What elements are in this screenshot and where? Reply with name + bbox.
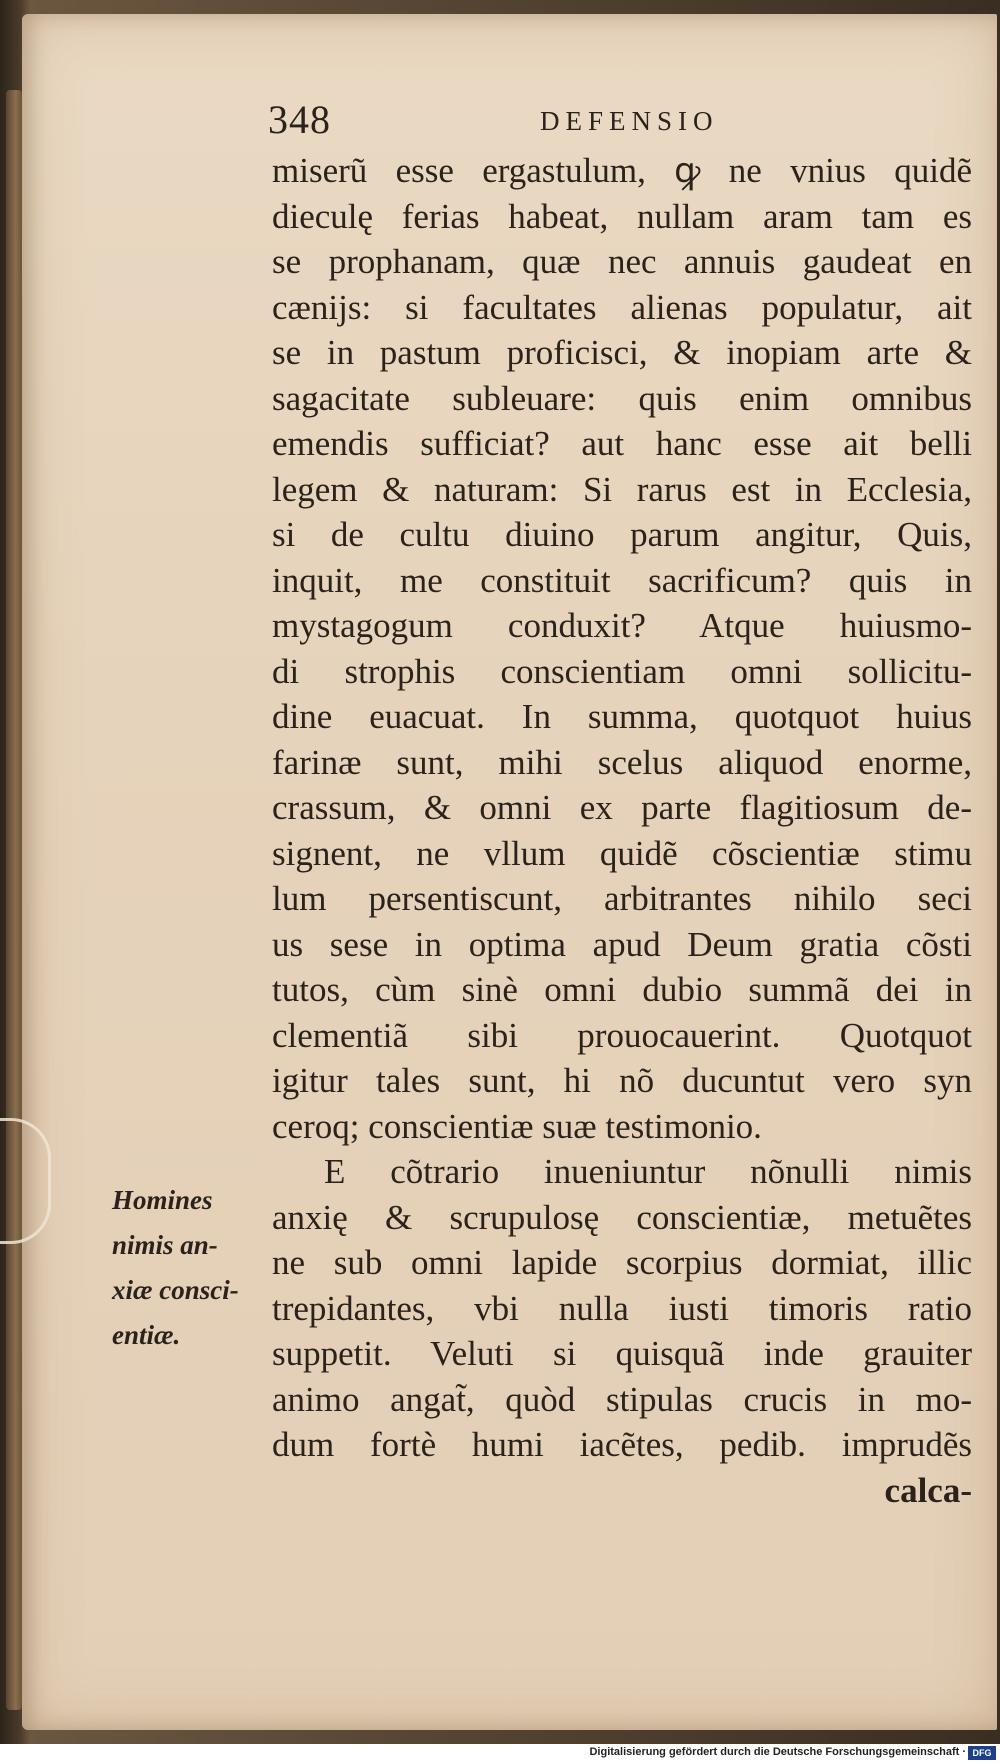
dfg-logo: DFG <box>968 1746 996 1760</box>
text-line: lum persentiscunt, arbitrantes nihilo seci <box>272 879 972 918</box>
text-line: trepidantes, vbi nulla iusti timoris ratio <box>272 1288 972 1328</box>
page-header <box>0 96 1000 146</box>
text-line: farinæ sunt, mihi scelus aliquod enorme, <box>272 742 972 782</box>
text-line: us sese in optima apud Deum gratia cõsti <box>272 924 972 964</box>
body-text <box>272 148 972 1513</box>
page-number: 348 <box>268 97 331 142</box>
text-line: inquit, me constituit sacrificum? quis in <box>272 560 972 600</box>
text-line: se prophanam, quæ nec annuis gaudeat en <box>272 242 972 281</box>
text-line: di strophis conscientiam omni sollicitu- <box>272 651 972 691</box>
text-line: signent, ne vllum quidẽ cõscientiæ stimu <box>272 833 972 873</box>
catchword: calca- <box>884 1470 972 1510</box>
text-line: legem & naturam: Si rarus est in Ecclesia, <box>272 469 972 509</box>
text-line: crassum, & omni ex parte flagitiosum de- <box>272 788 972 827</box>
text-line: E cõtrario inueniuntur nõnulli nimis <box>324 1152 972 1191</box>
text-line: dieculę ferias habeat, nullam aram tam es <box>272 196 972 236</box>
text-line: cænijs: si facultates alienas populatur, ait <box>272 287 972 327</box>
footer-credit: Digitalisierung gefördert durch die Deutsche Forschungsgemeinschaft · <box>589 1746 966 1758</box>
text-line: tutos, cùm sinè omni dubio summã dei in <box>272 970 972 1009</box>
text-line: miserũ esse ergastulum, ꝙ ne vnius quidẽ <box>272 151 972 190</box>
text-line: sagacitate subleuare: quis enim omnibus <box>272 378 972 418</box>
marginal-note-line: nimis an- <box>112 1230 218 1260</box>
text-line: mystagogum conduxit? Atque huiusmo- <box>272 606 972 645</box>
marginal-note-line: xiæ consci- <box>112 1275 239 1305</box>
text-line: anxię & scrupulosę conscientiæ, metuẽtes <box>272 1197 972 1237</box>
text-line: igitur tales sunt, hi nõ ducuntut vero syn <box>272 1061 972 1100</box>
text-line: clementiã sibi prouocauerint. Quotquot <box>272 1015 972 1055</box>
text-line: suppetit. Veluti si quisquã inde grauiter <box>272 1334 972 1373</box>
marginal-note <box>112 1178 262 1358</box>
text-line: dum fortè humi iacẽtes, pedib. imprudẽs <box>272 1425 972 1464</box>
text-line: dine euacuat. In summa, quotquot huius <box>272 697 972 736</box>
marginal-note-line: Homines <box>112 1185 213 1215</box>
book-spine <box>6 90 22 1710</box>
running-head: DEFENSIO <box>540 106 719 136</box>
text-line: ne sub omni lapide scorpius dormiat, illic <box>272 1243 972 1282</box>
page-clip-mark <box>0 1118 51 1244</box>
text-line: animo angat̃, quòd stipulas crucis in mo- <box>272 1379 972 1419</box>
marginal-note-line: entiæ. <box>112 1320 181 1350</box>
text-line: ceroq; conscientiæ suæ testimonio. <box>272 1106 762 1146</box>
text-line: emendis sufficiat? aut hanc esse ait belli <box>272 424 972 463</box>
text-line: si de cultu diuino parum angitur, Quis, <box>272 515 972 554</box>
text-line: se in pastum proficisci, & inopiam arte & <box>272 333 972 372</box>
